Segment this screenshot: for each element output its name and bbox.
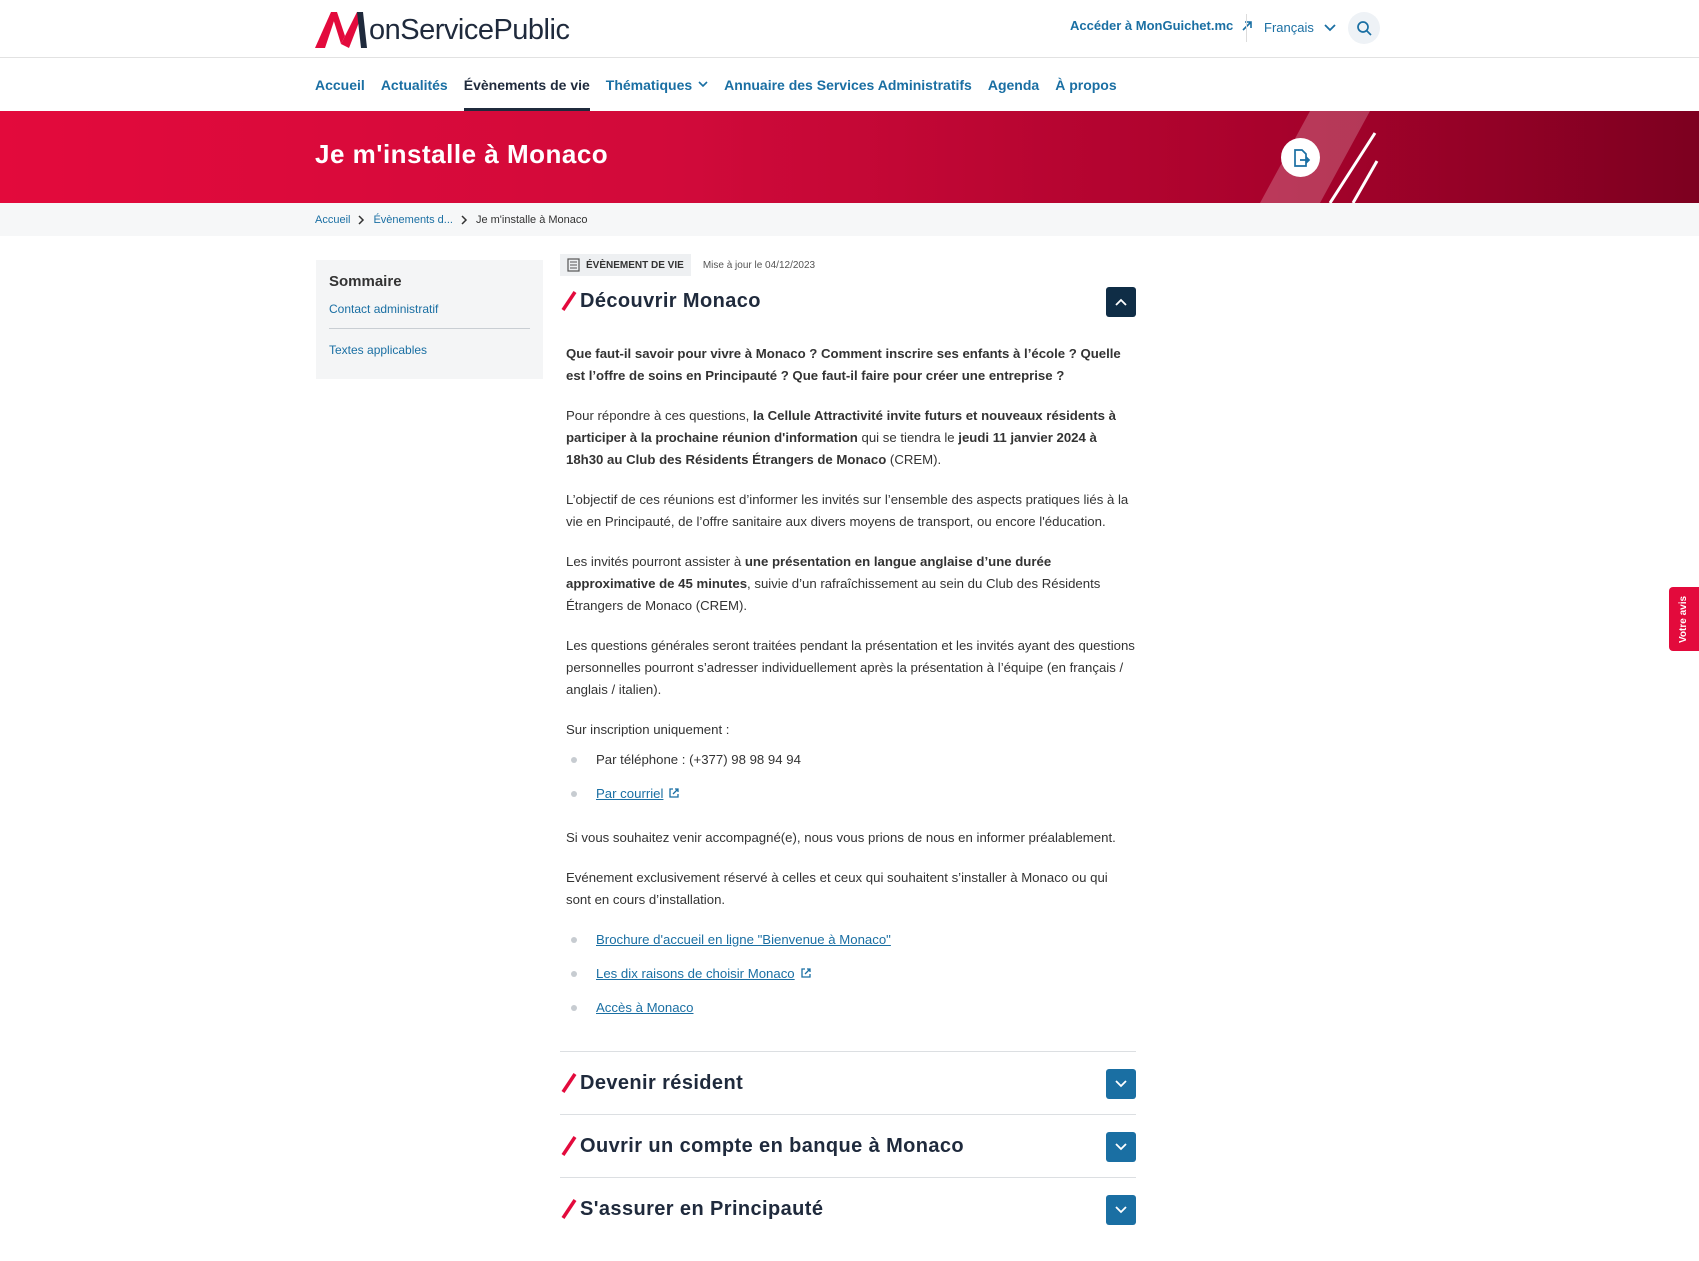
sidebar-divider [329,328,530,329]
updated-date: Mise à jour le 04/12/2023 [702,259,816,271]
sidebar-link-contact[interactable]: Contact administratif [329,302,439,316]
chevron-down-icon [1115,1080,1127,1088]
bold-span: une présentation en langue anglaise d’une durée approximative de 45 minutes [566,554,1052,591]
nav-item-actualites[interactable]: Actualités [380,76,448,93]
document-export-button[interactable] [1281,138,1320,177]
paragraph-accompany: Si vous souhaitez venir accompagné(e), nous vous prions de nous en informer préalablement. [566,830,1116,845]
page-title: Je m'installe à Monaco [315,139,609,169]
main-content [560,254,1136,1240]
article-meta [560,254,1136,276]
chevron-up-icon [1115,298,1127,306]
text-span: Les invités pourront assister à [566,554,745,569]
acces-monaco-link[interactable]: Accès à Monaco [596,1000,694,1015]
brochure-link[interactable]: Brochure d'accueil en ligne "Bienvenue à Monaco" [596,932,891,947]
breadcrumb-evenements[interactable]: Évènements d... [373,213,453,226]
bold-span: la Cellule Attractivité invite futurs et nouveaux résidents à participer à la prochaine réunion d'information [566,408,1116,445]
breadcrumb-accueil[interactable]: Accueil [315,213,351,226]
feedback-label: Votre avis [1678,595,1690,643]
list-item [566,997,1136,1031]
slash-icon [560,1198,578,1220]
page-banner [0,111,1699,203]
external-link-icon [668,787,680,799]
language-label: Français [1264,20,1314,35]
monguichet-link[interactable] [1070,18,1253,33]
paragraph-questions: Les questions générales seront traitées pendant la présentation et les invités ayant des questions personnelles pourront s’adresser individuellement après la présentation à l’équipe (en français / anglais / italien). [566,638,1135,697]
document-export-icon [1291,148,1311,168]
paragraph-presentation [566,551,1136,617]
resource-links-list [566,929,1136,1031]
checklist-icon [567,258,580,272]
search-icon [1356,20,1372,36]
section-title: Découvrir Monaco [580,289,761,312]
breadcrumb [0,203,1699,236]
top-header [0,0,1699,58]
text-span: , suivie d’un rafraîchissement au sein du Club des Résidents Étrangers de Monaco (CREM). [566,576,1101,613]
text-span: qui se tiendra le [857,430,959,445]
paragraph-exclusive: Evénement exclusivement réservé à celles et ceux qui souhaitent s’installer à Monaco ou qui sont en cours d’installation. [566,870,1108,907]
summary-sidebar [316,260,543,379]
list-item [566,963,1136,997]
category-tag [560,254,691,276]
text-span: (CREM). [886,452,942,467]
section-header[interactable] [560,1063,1136,1103]
logo-m-icon [315,8,371,48]
section-header[interactable] [560,1189,1136,1229]
category-tag-label: ÉVÈNEMENT DE VIE [586,259,684,271]
section-expand-button[interactable] [1106,1195,1136,1225]
search-button[interactable] [1348,12,1380,44]
header-divider [1246,14,1247,42]
logo-text: onServicePublic [369,14,570,46]
bold-span: jeudi 11 janvier 2024 à 18h30 au Club des Résidents Étrangers de Monaco [566,430,1097,467]
nav-item-evenements[interactable]: Évènements de vie [464,58,590,111]
chevron-right-icon [461,215,468,225]
section-title: Devenir résident [580,1071,744,1094]
nav-item-annuaire[interactable]: Annuaire des Services Administratifs [724,76,972,93]
nav-item-thematiques[interactable] [606,58,708,111]
monguichet-label: Accéder à MonGuichet.mc [1070,18,1234,33]
section-title: S'assurer en Principauté [580,1197,824,1220]
section-devenir-resident[interactable] [560,1051,1136,1114]
main-nav [0,58,1699,111]
chevron-down-icon [1115,1206,1127,1214]
nav-item-agenda[interactable]: Agenda [987,76,1040,93]
external-link-icon [800,967,812,979]
paragraph-objective: L’objectif de ces réunions est d’informer les invités sur l’ensemble des aspects pratiques liés à la vie en Principauté, de l’offre sanitaire aux divers moyens de transport, ou encore l'éducation. [566,492,1129,529]
feedback-tab[interactable] [1669,587,1699,651]
breadcrumb-current: Je m'installe à Monaco [475,213,588,226]
nav-item-a-propos[interactable]: À propos [1055,76,1117,93]
section-header-decouvrir[interactable] [560,281,1136,321]
slash-icon [560,1135,578,1157]
slash-icon [560,290,578,312]
section-compte-banque[interactable] [560,1114,1136,1177]
chevron-down-icon [1115,1143,1127,1151]
section-header[interactable] [560,1126,1136,1166]
list-item [566,783,1136,817]
section-expand-button[interactable] [1106,1069,1136,1099]
banner-decoration [1255,111,1395,203]
section-assurer[interactable] [560,1177,1136,1240]
sidebar-title: Sommaire [329,273,402,290]
section-expand-button[interactable] [1106,1132,1136,1162]
section-collapse-button[interactable] [1106,287,1136,317]
intro-paragraph [566,343,1136,387]
paragraph-registration: Sur inscription uniquement : [566,722,730,737]
chevron-right-icon [358,215,365,225]
text-span: Pour répondre à ces questions, [566,408,753,423]
phone-text: Par téléphone : (+377) 98 98 94 94 [596,752,801,767]
list-item [566,749,1136,783]
slash-icon [560,1072,578,1094]
intro-text: Que faut-il savoir pour vivre à Monaco ? Comment inscrire ses enfants à l’école ? Quelle est l’offre de soins en Principauté ? Que faut-il faire pour créer une entreprise ? [566,346,1121,383]
paragraph-meeting [566,405,1136,471]
chevron-down-icon [698,81,708,88]
registration-list [566,749,1136,817]
language-select[interactable] [1264,20,1336,35]
email-link[interactable]: Par courriel [596,786,664,801]
list-item [566,929,1136,963]
section-body [560,343,1136,1031]
dix-raisons-link[interactable]: Les dix raisons de choisir Monaco [596,966,795,981]
site-logo[interactable] [315,8,569,48]
sidebar-link-textes[interactable]: Textes applicables [329,343,428,357]
chevron-down-icon [1324,24,1336,32]
arrow-up-right-icon [1241,20,1253,32]
nav-item-accueil[interactable]: Accueil [315,76,365,93]
section-title: Ouvrir un compte en banque à Monaco [580,1134,965,1157]
nav-item-thematiques-label: Thématiques [605,76,693,93]
